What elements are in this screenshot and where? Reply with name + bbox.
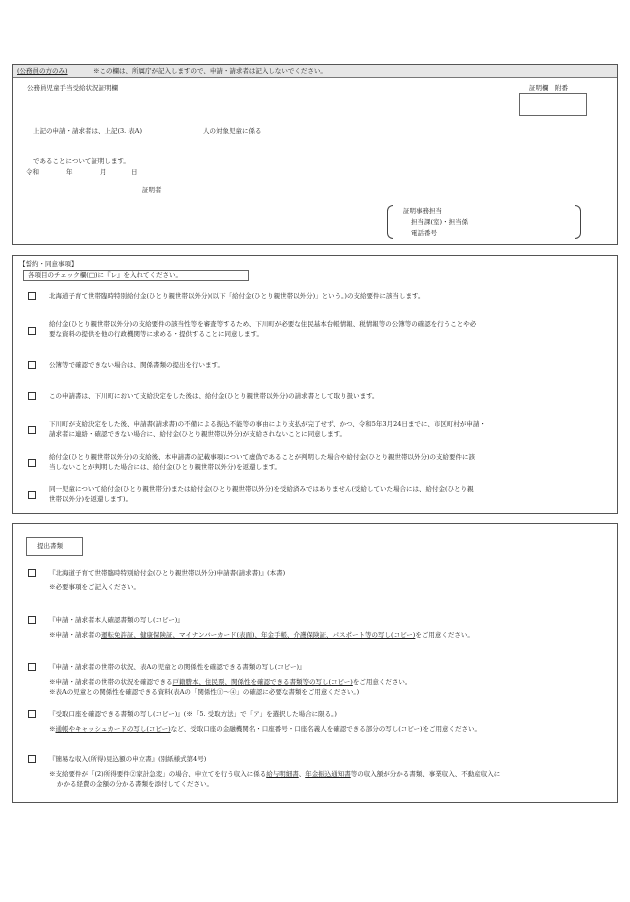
contact-dept: 担当課(室)・担当係	[411, 218, 469, 226]
pledge-item-5-line-2: 請求者に連絡・確認できない場合に、給付金(ひとり親世帯以外分)が支給されないことに同意します。	[49, 430, 347, 438]
doc-3-note-1	[49, 679, 411, 686]
docs-title: 提出書類	[37, 542, 63, 550]
doc-checkbox-1[interactable]	[28, 569, 36, 577]
pledge-item-2-line-1: 給付金(ひとり親世帯以外分)の支給要件の該当性等を審査等するため、下川町が必要な住民基本台帳情報、税情報等の公簿等の確認を行うことや必	[49, 320, 477, 328]
pledge-checkbox-5[interactable]	[28, 426, 36, 434]
doc-3-note-1-post: をご用意ください。	[352, 678, 412, 686]
pledge-checkbox-3[interactable]	[28, 361, 36, 369]
pledge-item-3-line-1: 公簿等で確認できない場合は、関係書類の提出を行います。	[49, 361, 224, 369]
doc-3-note-2: ※表Aの児童との関係性を確認できる資料(表Aの「関係性①～④」の確認に必要な書類をご用意ください。)	[49, 688, 360, 696]
official-header-note: ※この欄は、所属庁が記入しますので、申請・請求者は記入しないでください。	[93, 67, 327, 75]
contact-phone: 電話番号	[411, 229, 437, 237]
date-day: 日	[131, 168, 138, 176]
pledge-item-4-line-1: この申請書は、下川町において支給決定をした後は、給付金(ひとり親世帯以外分)の請求書として取り扱います。	[49, 392, 379, 400]
pledge-item-2-line-2: 要な資料の提供を他の行政機関等に求める・提供することに同意します。	[49, 330, 263, 338]
doc-checkbox-4[interactable]	[28, 710, 36, 718]
doc-4-note-underlined: 通帳やキャッシュカードの写し(コピー)	[55, 725, 171, 733]
pledge-checkbox-2[interactable]	[28, 327, 36, 335]
doc-4-note	[49, 726, 481, 733]
pledge-instruction: 各項目のチェック欄(□)に『レ』を入れてください。	[28, 271, 183, 279]
pledge-title: 【誓約・同意事項】	[19, 260, 78, 268]
doc-checkbox-2[interactable]	[28, 616, 36, 624]
pledge-item-6-line-2: 当しないことが判明した場合には、給付金(ひとり親世帯以外分)を返還します。	[49, 463, 282, 471]
doc-5-title: 『簡易な収入(所得)見込額の申立書』(別紙様式第4号)	[49, 755, 207, 763]
pledge-checkbox-1[interactable]	[28, 292, 36, 300]
doc-2-note	[49, 632, 474, 639]
pledge-item-7-line-2: 世帯以外分)を返還します)。	[49, 495, 133, 503]
doc-5-note-2: かかる経費の金額の分かる書類を添付してください。	[57, 780, 213, 788]
pledge-checkbox-7[interactable]	[28, 491, 36, 499]
doc-5-note-1-underlined-1: 給与明細書	[266, 770, 299, 778]
cert-line-2: であることについて証明します。	[33, 157, 130, 165]
cert-line-1-pre: 上記の申請・請求者は、上記(3. 表A)	[33, 127, 143, 135]
doc-2-note-pre: ※申請・請求者の	[49, 631, 101, 639]
doc-checkbox-3[interactable]	[28, 663, 36, 671]
date-era: 令和	[26, 168, 39, 176]
certifier-label: 証明者	[142, 186, 162, 194]
pledge-checkbox-6[interactable]	[28, 459, 36, 467]
doc-3-note-1-underlined: 戸籍謄本、住民票、関係性を確認できる書類等の写し(コピー)	[172, 678, 353, 686]
doc-4-note-pre: ※	[49, 725, 56, 733]
doc-1-title: 『北海道子育て世帯臨時特別給付金(ひとり親世帯以外分)申請書(請求書)』(本書)	[49, 569, 286, 577]
cert-title: 公務員児童手当受給状況証明欄	[27, 84, 118, 92]
doc-5-note-1-pre: ※支給要件が「(2)所得要件②家計急変」の場合、申立てを行う収入に係る	[49, 770, 267, 778]
contact-title: 証明事務担当	[403, 207, 442, 215]
contact-bracket-left	[387, 205, 393, 239]
doc-2-title: 『申請・請求者本人確認書類の写し(コピー)』	[49, 616, 184, 624]
contact-bracket-right	[575, 205, 581, 239]
doc-checkbox-5[interactable]	[28, 755, 36, 763]
doc-4-note-post: など、受取口座の金融機関名・口座番号・口座名義人を確認できる部分の写し(コピー)をご用意ください。	[170, 725, 481, 733]
doc-5-note-1	[49, 771, 500, 778]
pledge-item-5-line-1: 下川町が支給決定をした後、申請書(請求書)の不備による振込不能等の事由により支払が完了せず、かつ、令和5年3月24日までに、市区町村が申請・	[49, 420, 486, 428]
cert-number-label: 証明欄 附番	[529, 84, 568, 92]
pledge-item-7-line-1: 同一児童について給付金(ひとり親世帯分)または給付金(ひとり親世帯以外分)を受給済みではありません(受給していた場合には、給付金(ひとり親	[49, 485, 474, 493]
pledge-checkbox-4[interactable]	[28, 392, 36, 400]
date-month: 月	[100, 168, 107, 176]
date-year: 年	[66, 168, 73, 176]
pledge-item-1-line-1: 北海道子育て世帯臨時特別給付金(ひとり親世帯以外分)(以下「給付金(ひとり親世帯以外分)」という。)の支給要件に該当します。	[49, 292, 425, 300]
doc-2-note-post: をご用意ください。	[415, 631, 474, 639]
official-header-label: (公務員の方のみ)	[17, 67, 68, 75]
doc-3-title: 『申請・請求者の世帯の状況、表Aの児童との関係性を確認できる書類の写し(コピー)』	[49, 663, 306, 671]
cert-line-1-post: 人の対象児童に係る	[203, 127, 262, 135]
doc-1-note: ※必要事項をご記入ください。	[49, 583, 140, 591]
pledge-item-6-line-1: 給付金(ひとり親世帯以外分)の支給後、本申請書の記載事項について虚偽であることが判明した場合や給付金(ひとり親世帯以外分)の支給要件に該	[49, 453, 476, 461]
doc-3-note-1-pre: ※申請・請求者の世帯の状況を確認できる	[49, 678, 173, 686]
doc-5-note-1-post: 等の収入額が分かる書類、事業収入、不動産収入に	[350, 770, 501, 778]
cert-number-field[interactable]	[519, 93, 587, 116]
doc-2-note-underlined: 運転免許証、健康保険証、マイナンバーカード(表面)、年金手帳、介護保険証、パスポート等の写し(コピー)	[101, 631, 416, 639]
doc-5-note-1-underlined-2: 年金振込通知書	[305, 770, 351, 778]
doc-4-title: 『受取口座を確認できる書類の写し(コピー)』(※「5. 受取方法」で「ア」を選択した場合に限る。)	[49, 710, 337, 718]
doc-5-note-1-mid: 、	[298, 770, 306, 778]
